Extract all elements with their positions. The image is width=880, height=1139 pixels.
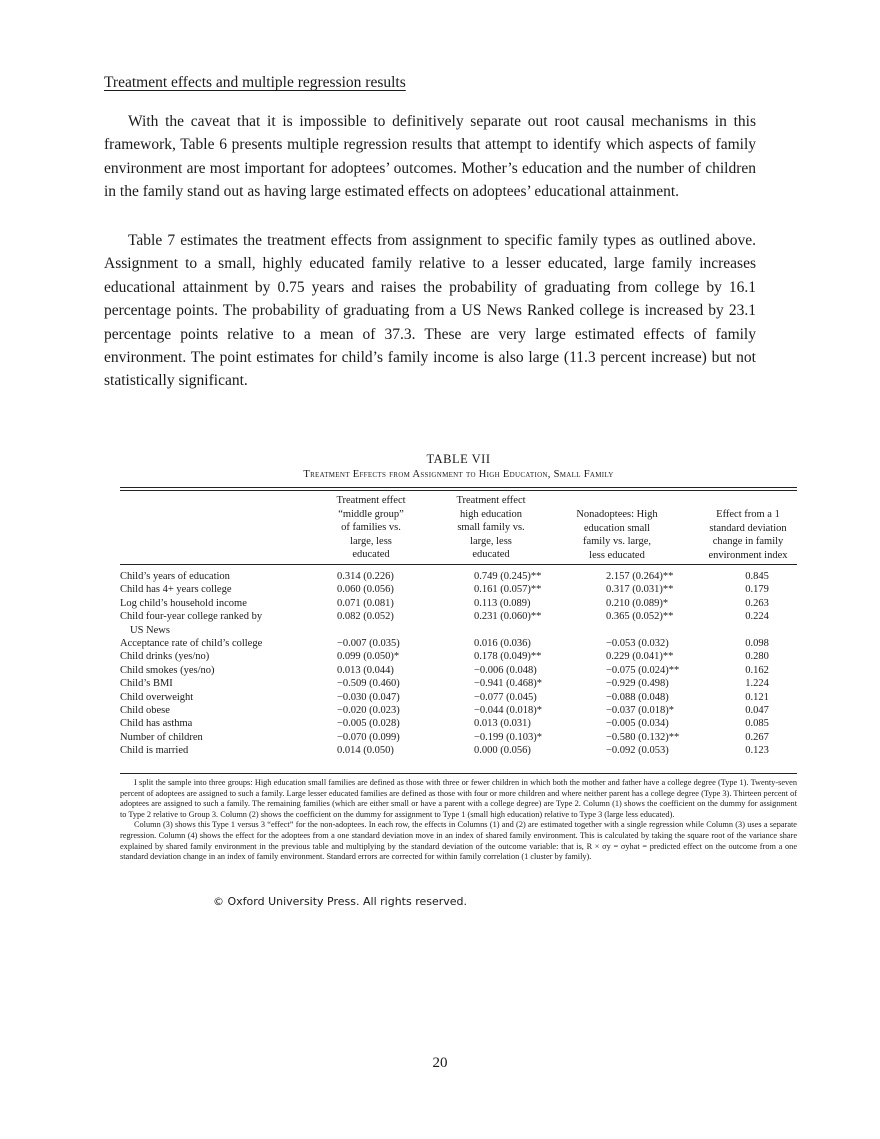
table-top-rule bbox=[120, 487, 797, 488]
table-row: Child drinks (yes/no) 0.099 (0.050)* 0.178 (0.049)** 0.229 (0.041)** 0.280 bbox=[120, 651, 769, 663]
table-row: Child has asthma −0.005 (0.028) 0.013 (0.031) −0.005 (0.034) 0.085 bbox=[120, 718, 769, 730]
table-number: TABLE VII bbox=[426, 452, 491, 466]
table-bottom-rule bbox=[120, 773, 797, 774]
table-row: Child overweight −0.030 (0.047) −0.077 (0.045) −0.088 (0.048) 0.121 bbox=[120, 691, 769, 703]
table-header-rule bbox=[120, 564, 797, 565]
table-row: Acceptance rate of child’s college −0.007 (0.035) 0.016 (0.036) −0.053 (0.032) 0.098 bbox=[120, 638, 769, 650]
body-paragraph-2: Table 7 estimates the treatment effects from assignment to specific family types as outlined above. Assignment to a small, highly educated family relative to a lesser educated, large family increases educational attainment by 0.75 years and raises the probability of graduating from college by 16.1 percentage points. The probability of graduating from a US News Ranked college is increased by 23.1 percentage points relative to a mean of 37.3. These are very large estimated effects of family environment. The point estimates for child’s family income is also large (11.3 percent increase) but not statistically significant. bbox=[104, 232, 756, 390]
table-note-1: I split the sample into three groups: High education small families are defined as those with three or fewer children in which both the mother and father have a college degree (Type 1). Twenty-seven percent of adoptees are assigned to such a family. Large lesser educated families are defined as those with four or more children and where neither parent has a college degree (Type 3). Thirteen percent of adoptees are assigned to such a family. The remaining families (which are either small or have a parent with a college degree) are Type 2. Column (1) shows the coefficient on the dummy for assignment to Type 2 relative to Group 3. Column (2) shows the coefficient on the dummy for assignment to Type 1 (small high education) relative to Type 3 (large less educated). bbox=[120, 778, 797, 819]
section-heading: Treatment effects and multiple regression results bbox=[104, 74, 406, 91]
results-table bbox=[120, 570, 797, 758]
column-header-3: Nonadoptees: High education small family vs. large, less educated bbox=[576, 509, 658, 561]
table-row: Child’s BMI −0.509 (0.460) −0.941 (0.468)* −0.929 (0.498) 1.224 bbox=[120, 678, 769, 690]
table-row: Child is married 0.014 (0.050) 0.000 (0.056) −0.092 (0.053) 0.123 bbox=[120, 745, 769, 757]
column-header-2: Treatment effect high education small family vs. large, less educated bbox=[456, 495, 526, 561]
column-header-4: Effect from a 1 standard deviation change in family environment index bbox=[708, 509, 788, 561]
body-paragraph-1: With the caveat that it is impossible to definitively separate out root causal mechanisms in this framework, Table 6 presents multiple regression results that attempt to identify which aspects of family environment are most important for adoptees’ outcomes. Mother’s education and the number of children in the family stand out as having large estimated effects on adoptees’ educational attainment. bbox=[104, 113, 756, 201]
table-note-2: Column (3) shows this Type 1 versus 3 “effect” for the non-adoptees. In each row, the effects in Columns (1) and (2) are estimated together with a single regression while Column (3) uses a separate regression. Column (4) shows the effect for the adoptees from a one standard deviation move in an index of shared family environment. This is calculated by taking the square root of the variance share explained by shared family environment in the previous table and multiplying by the standard deviation of the outcome variable: that is, R × σy = σyhat = predicted effect on the outcome from a one standard deviation change in an index of family environment. Standard errors are corrected for within family correlation (1 cluster by family). bbox=[120, 820, 797, 862]
table-row: Child has 4+ years college 0.060 (0.056) 0.161 (0.057)** 0.317 (0.031)** 0.179 bbox=[120, 584, 769, 596]
page-number: 20 bbox=[432, 1055, 448, 1071]
table-row: Number of children −0.070 (0.099) −0.199 (0.103)* −0.580 (0.132)** 0.267 bbox=[120, 731, 769, 743]
column-header-1: Treatment effect “middle group” of families vs. large, less educated bbox=[336, 495, 406, 561]
table-notes bbox=[120, 778, 797, 863]
table-row: Child’s years of education 0.314 (0.226) 0.749 (0.245)** 2.157 (0.264)** 0.845 bbox=[120, 571, 769, 582]
table-row: Child four-year college ranked by US News 0.082 (0.052) 0.231 (0.060)** 0.365 (0.052)** 0.224 bbox=[120, 611, 769, 636]
copyright-notice: © Oxford University Press. All rights reserved. bbox=[213, 895, 468, 908]
table-top-rule-double bbox=[120, 490, 797, 491]
table-title: Treatment Effects from Assignment to High Education, Small Family bbox=[303, 469, 614, 480]
table-row: Child smokes (yes/no) 0.013 (0.044) −0.006 (0.048) −0.075 (0.024)** 0.162 bbox=[120, 664, 769, 676]
table-row: Child obese −0.020 (0.023) −0.044 (0.018)* −0.037 (0.018)* 0.047 bbox=[120, 705, 769, 717]
table-row: Log child’s household income 0.071 (0.081) 0.113 (0.089) 0.210 (0.089)* 0.263 bbox=[120, 597, 769, 609]
